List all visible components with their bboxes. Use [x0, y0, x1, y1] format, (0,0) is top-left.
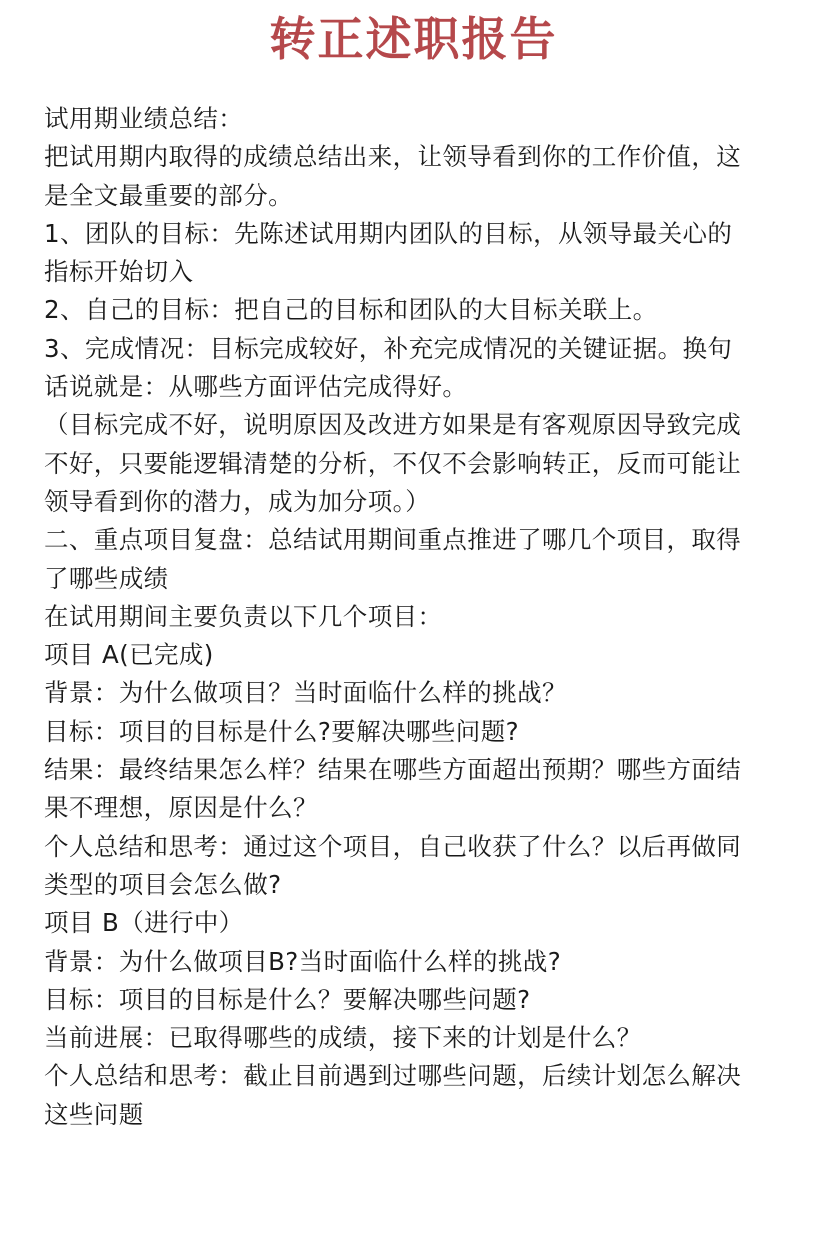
- paragraph: [44, 138, 796, 215]
- paragraph: [44, 943, 796, 981]
- paragraph-line: 这些问题: [44, 1099, 144, 1129]
- paragraph-line: 结果：最终结果怎么样？结果在哪些方面超出预期？哪些方面结: [44, 755, 742, 785]
- paragraph-line: 在试用期间主要负责以下几个项目：: [44, 601, 443, 631]
- paragraph-line: 不好，只要能逻辑清楚的分析，不仅不会影响转正，反而可能让: [44, 448, 742, 478]
- paragraph: [44, 636, 796, 674]
- paragraph: [44, 713, 796, 751]
- paragraph-line: 项目 B（进行中）: [44, 908, 244, 938]
- paragraph: [44, 904, 796, 942]
- paragraph: [44, 1057, 796, 1134]
- paragraph: [44, 598, 796, 636]
- paragraph-line: 是全文最重要的部分。: [44, 180, 293, 210]
- paragraph-line: 二、重点项目复盘：总结试用期间重点推进了哪几个项目，取得: [44, 525, 742, 555]
- document-title: 转正述职报告: [269, 12, 558, 66]
- paragraph: [44, 215, 796, 292]
- paragraph-line: 3、完成情况：目标完成较好，补充完成情况的关键证据。换句: [44, 333, 733, 363]
- paragraph-line: 指标开始切入: [44, 257, 194, 287]
- paragraph: [44, 100, 796, 138]
- paragraph-line: 了哪些成绩: [44, 563, 169, 593]
- document-body: [44, 100, 796, 1134]
- paragraph-line: 个人总结和思考：截止目前遇到过哪些问题，后续计划怎么解决: [44, 1061, 742, 1091]
- paragraph: [44, 330, 796, 407]
- paragraph-line: 项目 A(已完成): [44, 640, 214, 670]
- paragraph-line: 把试用期内取得的成绩总结出来，让领导看到你的工作价值，这: [44, 142, 742, 172]
- paragraph-line: 2、自己的目标：把自己的目标和团队的大目标关联上。: [44, 295, 658, 325]
- paragraph-line: 背景：为什么做项目B?当时面临什么样的挑战?: [44, 946, 562, 976]
- paragraph-line: 目标：项目的目标是什么？要解决哪些问题?: [44, 984, 531, 1014]
- paragraph-line: 果不理想，原因是什么？: [44, 793, 318, 823]
- paragraph: [44, 828, 796, 905]
- paragraph-line: 话说就是：从哪些方面评估完成得好。: [44, 372, 468, 402]
- paragraph-line: 1、团队的目标：先陈述试用期内团队的目标，从领导最关心的: [44, 218, 733, 248]
- paragraph-line: 类型的项目会怎么做?: [44, 869, 282, 899]
- paragraph-line: 目标：项目的目标是什么?要解决哪些问题?: [44, 716, 520, 746]
- paragraph: [44, 291, 796, 329]
- paragraph: [44, 521, 796, 598]
- paragraph: [44, 981, 796, 1019]
- paragraph-line: 背景：为什么做项目？当时面临什么样的挑战？: [44, 678, 567, 708]
- paragraph: [44, 1019, 796, 1057]
- paragraph-line: 领导看到你的潜力，成为加分项。）: [44, 486, 431, 516]
- paragraph-line: 个人总结和思考：通过这个项目，自己收获了什么？以后再做同: [44, 831, 742, 861]
- paragraph-line: （目标完成不好，说明原因及改进方如果是有客观原因导致完成: [44, 410, 742, 440]
- paragraph-line: 当前进展：已取得哪些的成绩，接下来的计划是什么？: [44, 1023, 642, 1053]
- paragraph: [44, 406, 796, 521]
- paragraph: [44, 751, 796, 828]
- paragraph-line: 试用期业绩总结：: [44, 104, 244, 133]
- paragraph: [44, 674, 796, 712]
